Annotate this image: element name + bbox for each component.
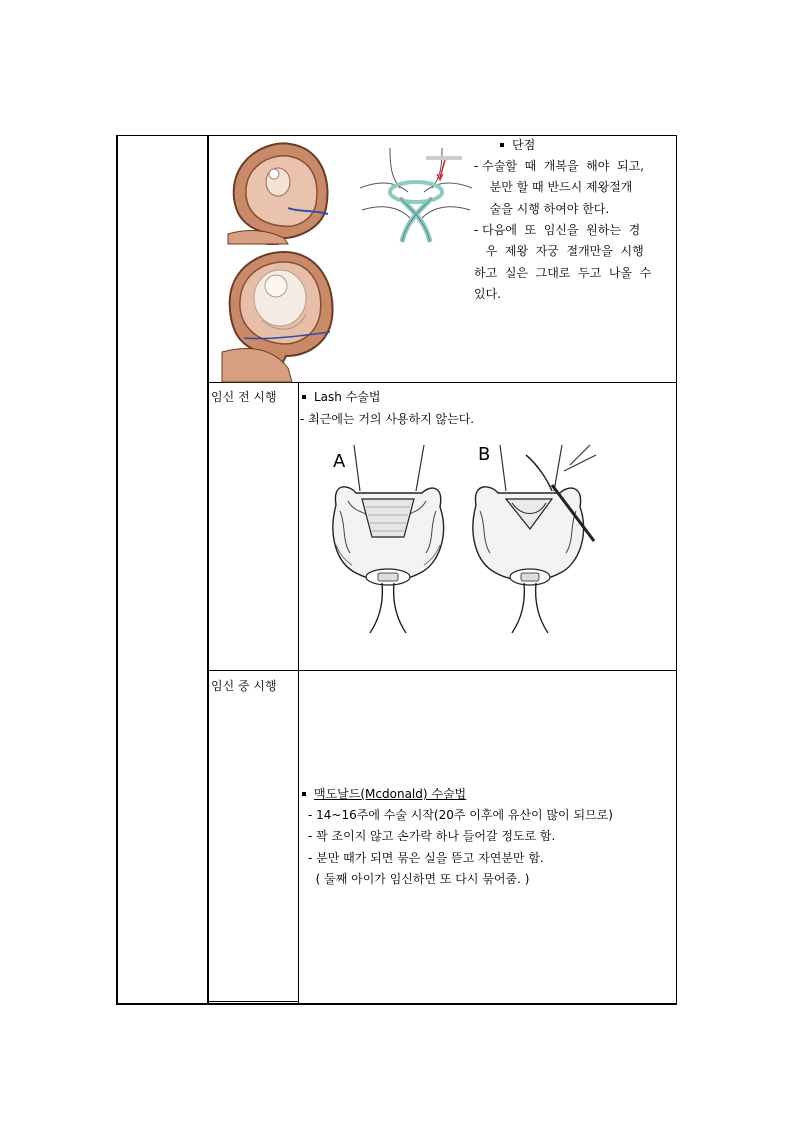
lash-line: - 최근에는 거의 사용하지 않는다. <box>300 412 475 426</box>
disadvantage-line-2: 분만 할 때 반드시 제왕절개 <box>482 180 633 194</box>
disadvantage-title: 단점 <box>500 137 535 154</box>
mcdonald-line-2: - 꽉 조이지 않고 손가락 하나 들어갈 정도로 함. <box>308 829 556 843</box>
table-col2-border <box>298 382 299 1003</box>
row-label-during-pregnancy: 임신 중 시행 <box>211 679 277 693</box>
table-left-border <box>116 135 118 1005</box>
square-bullet-icon <box>500 143 504 147</box>
mcdonald-line-1: - 14~16주에 수술 시작(20주 이후에 유산이 많이 되므로) <box>308 808 613 822</box>
row-label-before-pregnancy: 임신 전 시행 <box>211 390 277 404</box>
table-right-border <box>676 135 677 1005</box>
disadvantage-line-1: - 수술할 때 개복을 해야 되고, <box>474 159 644 173</box>
lash-figure-a <box>326 445 450 633</box>
table-top-border <box>116 135 677 136</box>
disadvantage-line-3: 술을 시행 하여야 한다. <box>482 202 610 216</box>
table-col1-border <box>207 135 209 1005</box>
uterus-illustration-bottom <box>222 248 340 382</box>
table-bottom-border <box>116 1003 677 1005</box>
disadvantage-line-6: 하고 실은 그대로 두고 나올 수 <box>474 266 652 280</box>
disadvantage-line-7: 있다. <box>474 287 501 301</box>
square-bullet-icon <box>302 395 306 399</box>
lash-figure-b <box>466 445 598 633</box>
mcdonald-line-3: - 분만 때가 되면 묶은 실을 뜯고 자연분만 함. <box>308 851 544 865</box>
table-row2-border <box>207 670 677 671</box>
square-bullet-icon <box>302 792 306 796</box>
disadvantage-line-4: - 다음에 또 임신을 원하는 경 <box>474 223 641 237</box>
mcdonald-title: 맥도날드(Mcdonald) 수술법 <box>302 786 466 803</box>
table-col2-bottom-border <box>207 1001 299 1002</box>
uterus-illustration-top <box>228 138 340 244</box>
figure-label-a: A <box>333 451 346 472</box>
suture-diagram <box>360 148 472 244</box>
disadvantage-line-5: 우 제왕 자궁 절개만을 시행 <box>478 244 644 258</box>
mcdonald-line-4: ( 둘째 아이가 임신하면 또 다시 묶어줌. ) <box>308 872 530 886</box>
figure-label-b: B <box>478 444 491 465</box>
lash-title: Lash 수술법 <box>302 389 381 406</box>
